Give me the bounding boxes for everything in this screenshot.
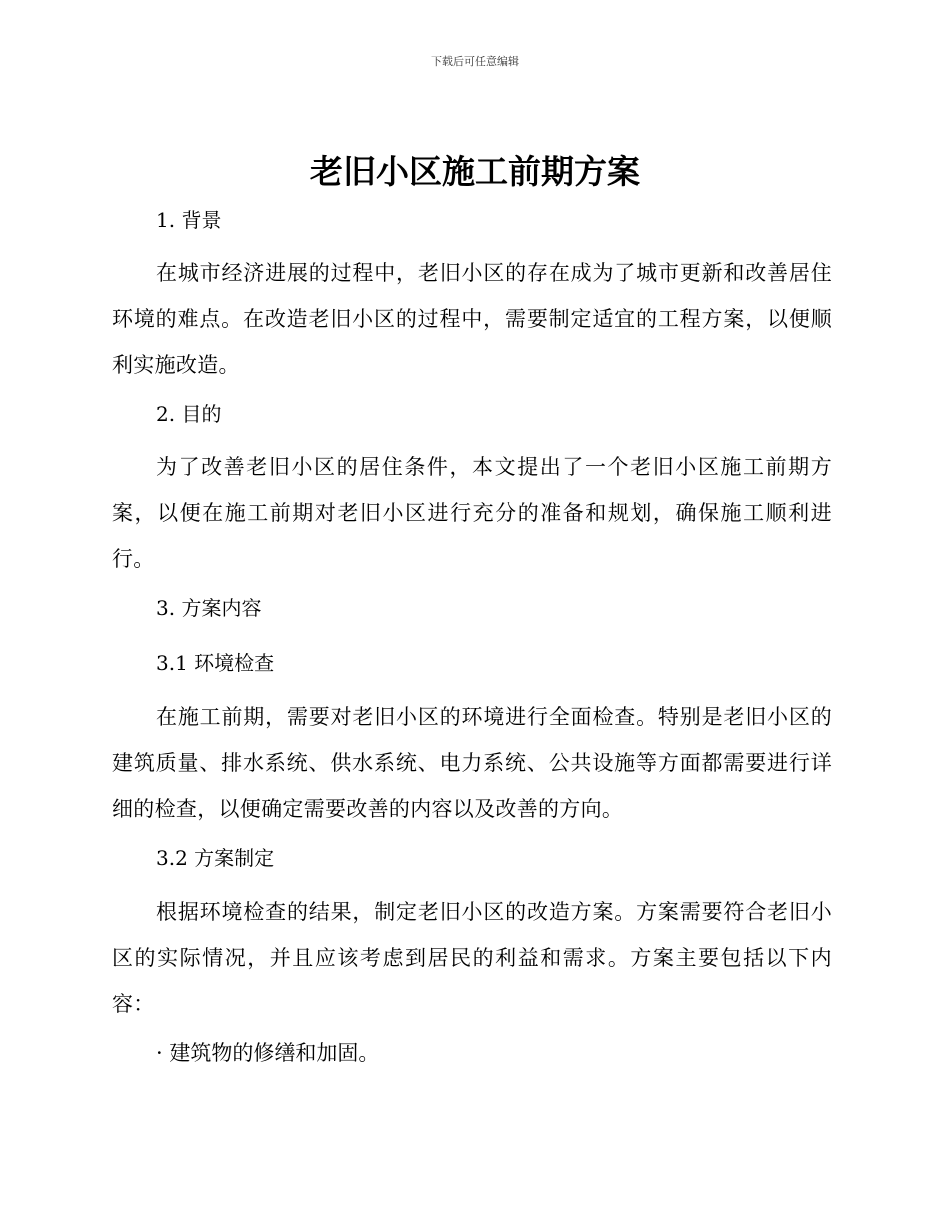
section-heading-plan-making: 3.2 方案制定 xyxy=(156,846,275,870)
paragraph-env-check: 在施工前期，需要对老旧小区的环境进行全面检查。特别是老旧小区的建筑质量、排水系统、供水系统、电力系统、公共设施等方面都需要进行详细的检查，以便确定需要改善的内容以及改善的方向。 xyxy=(112,705,832,821)
paragraph-plan-making: 根据环境检查的结果，制定老旧小区的改造方案。方案需要符合老旧小区的实际情况，并且应该考虑到居民的利益和需求。方案主要包括以下内容： xyxy=(112,900,832,1016)
list-item: · 建筑物的修缮和加固。 xyxy=(156,1041,380,1065)
page-title: 老旧小区施工前期方案 xyxy=(310,152,640,191)
header-note: 下载后可任意编辑 xyxy=(431,55,519,68)
section-heading-background: 1. 背景 xyxy=(156,208,222,232)
section-heading-content: 3. 方案内容 xyxy=(156,596,262,620)
paragraph-background: 在城市经济进展的过程中，老旧小区的存在成为了城市更新和改善居住环境的难点。在改造老旧小区的过程中，需要制定适宜的工程方案，以便顺利实施改造。 xyxy=(112,261,832,377)
section-heading-purpose: 2. 目的 xyxy=(156,402,222,426)
section-heading-env-check: 3.1 环境检查 xyxy=(156,651,275,675)
paragraph-purpose: 为了改善老旧小区的居住条件，本文提出了一个老旧小区施工前期方案，以便在施工前期对老旧小区进行充分的准备和规划，确保施工顺利进行。 xyxy=(112,455,832,571)
